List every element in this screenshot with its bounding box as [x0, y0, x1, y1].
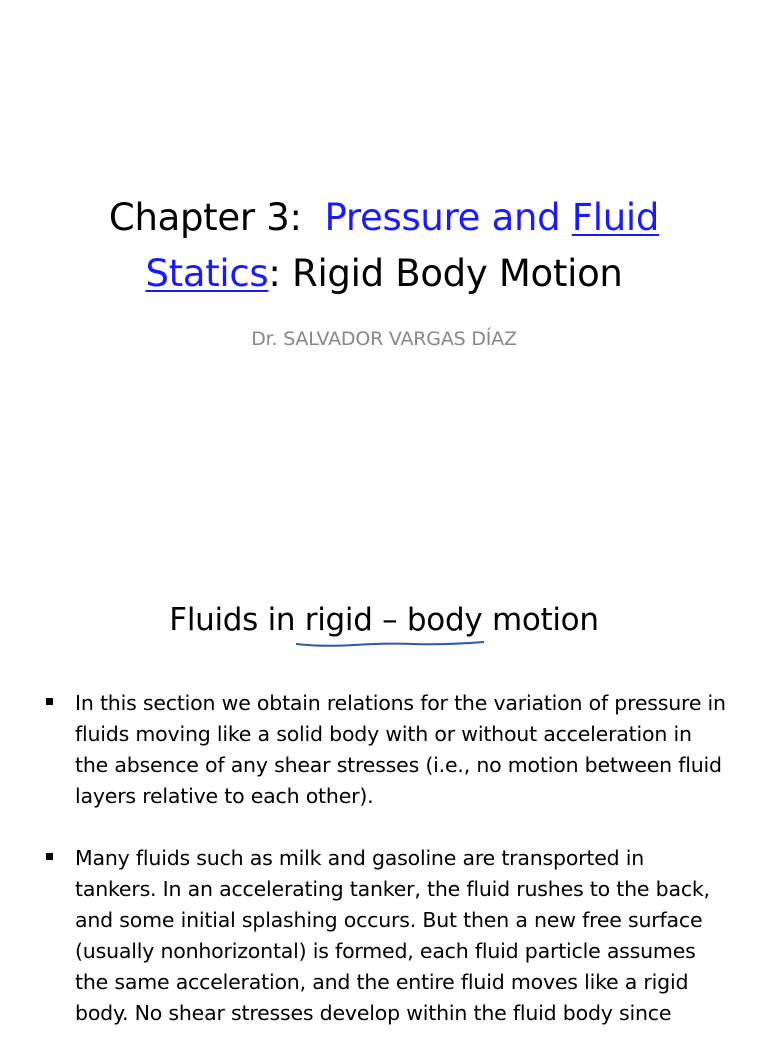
- bullet-marker: [46, 698, 53, 705]
- slide-heading: Fluids in rigid – body motion: [169, 602, 599, 638]
- bullet-text: Many fluids such as milk and gasoline are transported in tankers. In an accelerating tanker, the fluid rushes to the back, and some initial splashing occurs. But then a new free surface (usually nonhorizontal) is formed, each fluid particle assumes the same acceleration, and the entire fluid moves like a rigid body. No shear stresses develop within the fluid body since: [75, 846, 710, 1025]
- statics-link[interactable]: Statics: [145, 252, 269, 295]
- title-blue-text: Pressure and: [324, 196, 572, 239]
- bullet-marker: [46, 853, 53, 860]
- bullet-item: [40, 843, 730, 1029]
- slide-title: [60, 190, 708, 302]
- author-subtitle: Dr. SALVADOR VARGAS DÍAZ: [251, 328, 517, 350]
- bullet-item: [40, 688, 730, 812]
- spellcheck-squiggle: [294, 636, 486, 650]
- fluid-link[interactable]: Fluid: [571, 196, 660, 239]
- bullet-list: [40, 688, 730, 1060]
- content-slide: [0, 576, 768, 1024]
- title-suffix: : Rigid Body Motion: [268, 252, 623, 295]
- bullet-text: In this section we obtain relations for the variation of pressure in fluids moving like a solid body with or without acceleration in the absence of any shear stresses (i.e., no motion between fluid layers relative to each other).: [75, 691, 726, 808]
- title-prefix: Chapter 3:: [108, 196, 325, 239]
